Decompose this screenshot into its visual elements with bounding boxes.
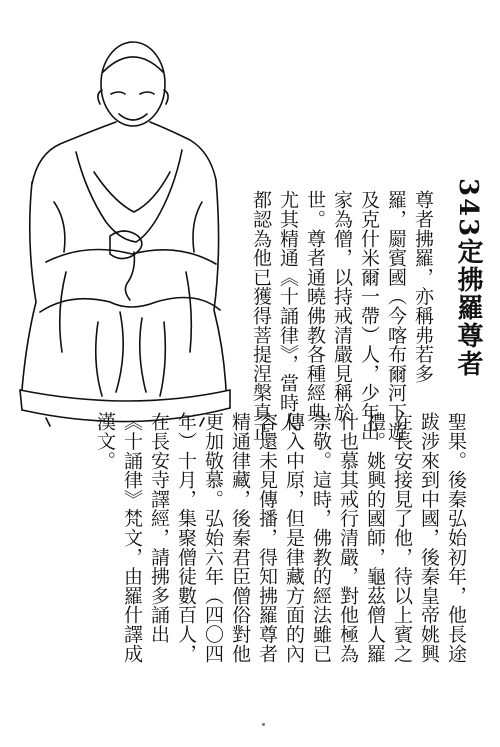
arhat-illustration: [6, 22, 234, 430]
text-column: 禮。姚興的國師，龜茲僧人羅: [364, 412, 386, 663]
entry-title: [455, 178, 481, 378]
text-column: 世。尊者通曉佛教各種經典，: [304, 190, 326, 441]
text-column: 傳入中原，但是律藏方面的內: [283, 412, 305, 663]
text-column: 羅，罽賓國（今喀布爾河下遊: [385, 190, 407, 441]
text-column: 及克什米爾一帶）人，少年出: [358, 190, 380, 441]
text-column: 跋涉來到中國，後秦皇帝姚興: [418, 412, 440, 663]
text-column: 容還未見傳播，得知拂羅尊者: [256, 412, 278, 663]
print-speck: [262, 723, 265, 726]
entry-number: 343: [453, 178, 483, 239]
text-column: 在長安寺譯經，請拂多誦出: [148, 412, 170, 644]
text-column: 在長安接見了他，待以上賓之: [391, 412, 413, 663]
text-column: 年）十月，集聚僧徒數百人，: [175, 412, 197, 663]
text-column: 更加敬慕。弘始六年（四〇四: [202, 412, 224, 663]
text-column: 尊者拂羅，亦稱弗若多: [412, 190, 434, 383]
text-column: 什也慕其戒行清嚴，對他極為: [337, 412, 359, 663]
text-column: 精通律藏，後秦君臣僧俗對他: [229, 412, 251, 663]
text-column: 都認為他已獲得菩提涅槃真正: [250, 190, 272, 441]
entry-name: 定拂羅尊者: [453, 238, 483, 379]
text-column: 漢文。: [94, 412, 116, 470]
text-column: 《十誦律》梵文，由羅什譯成: [121, 412, 143, 663]
text-column: 尤其精通《十誦律》，當時人: [277, 190, 299, 432]
text-column: 聖果。後秦弘始初年，他長途: [445, 412, 467, 663]
text-column: 崇敬。這時，佛教的經法雖已: [310, 412, 332, 663]
text-column: 家為僧，以持戒清嚴見稱於: [331, 190, 353, 422]
